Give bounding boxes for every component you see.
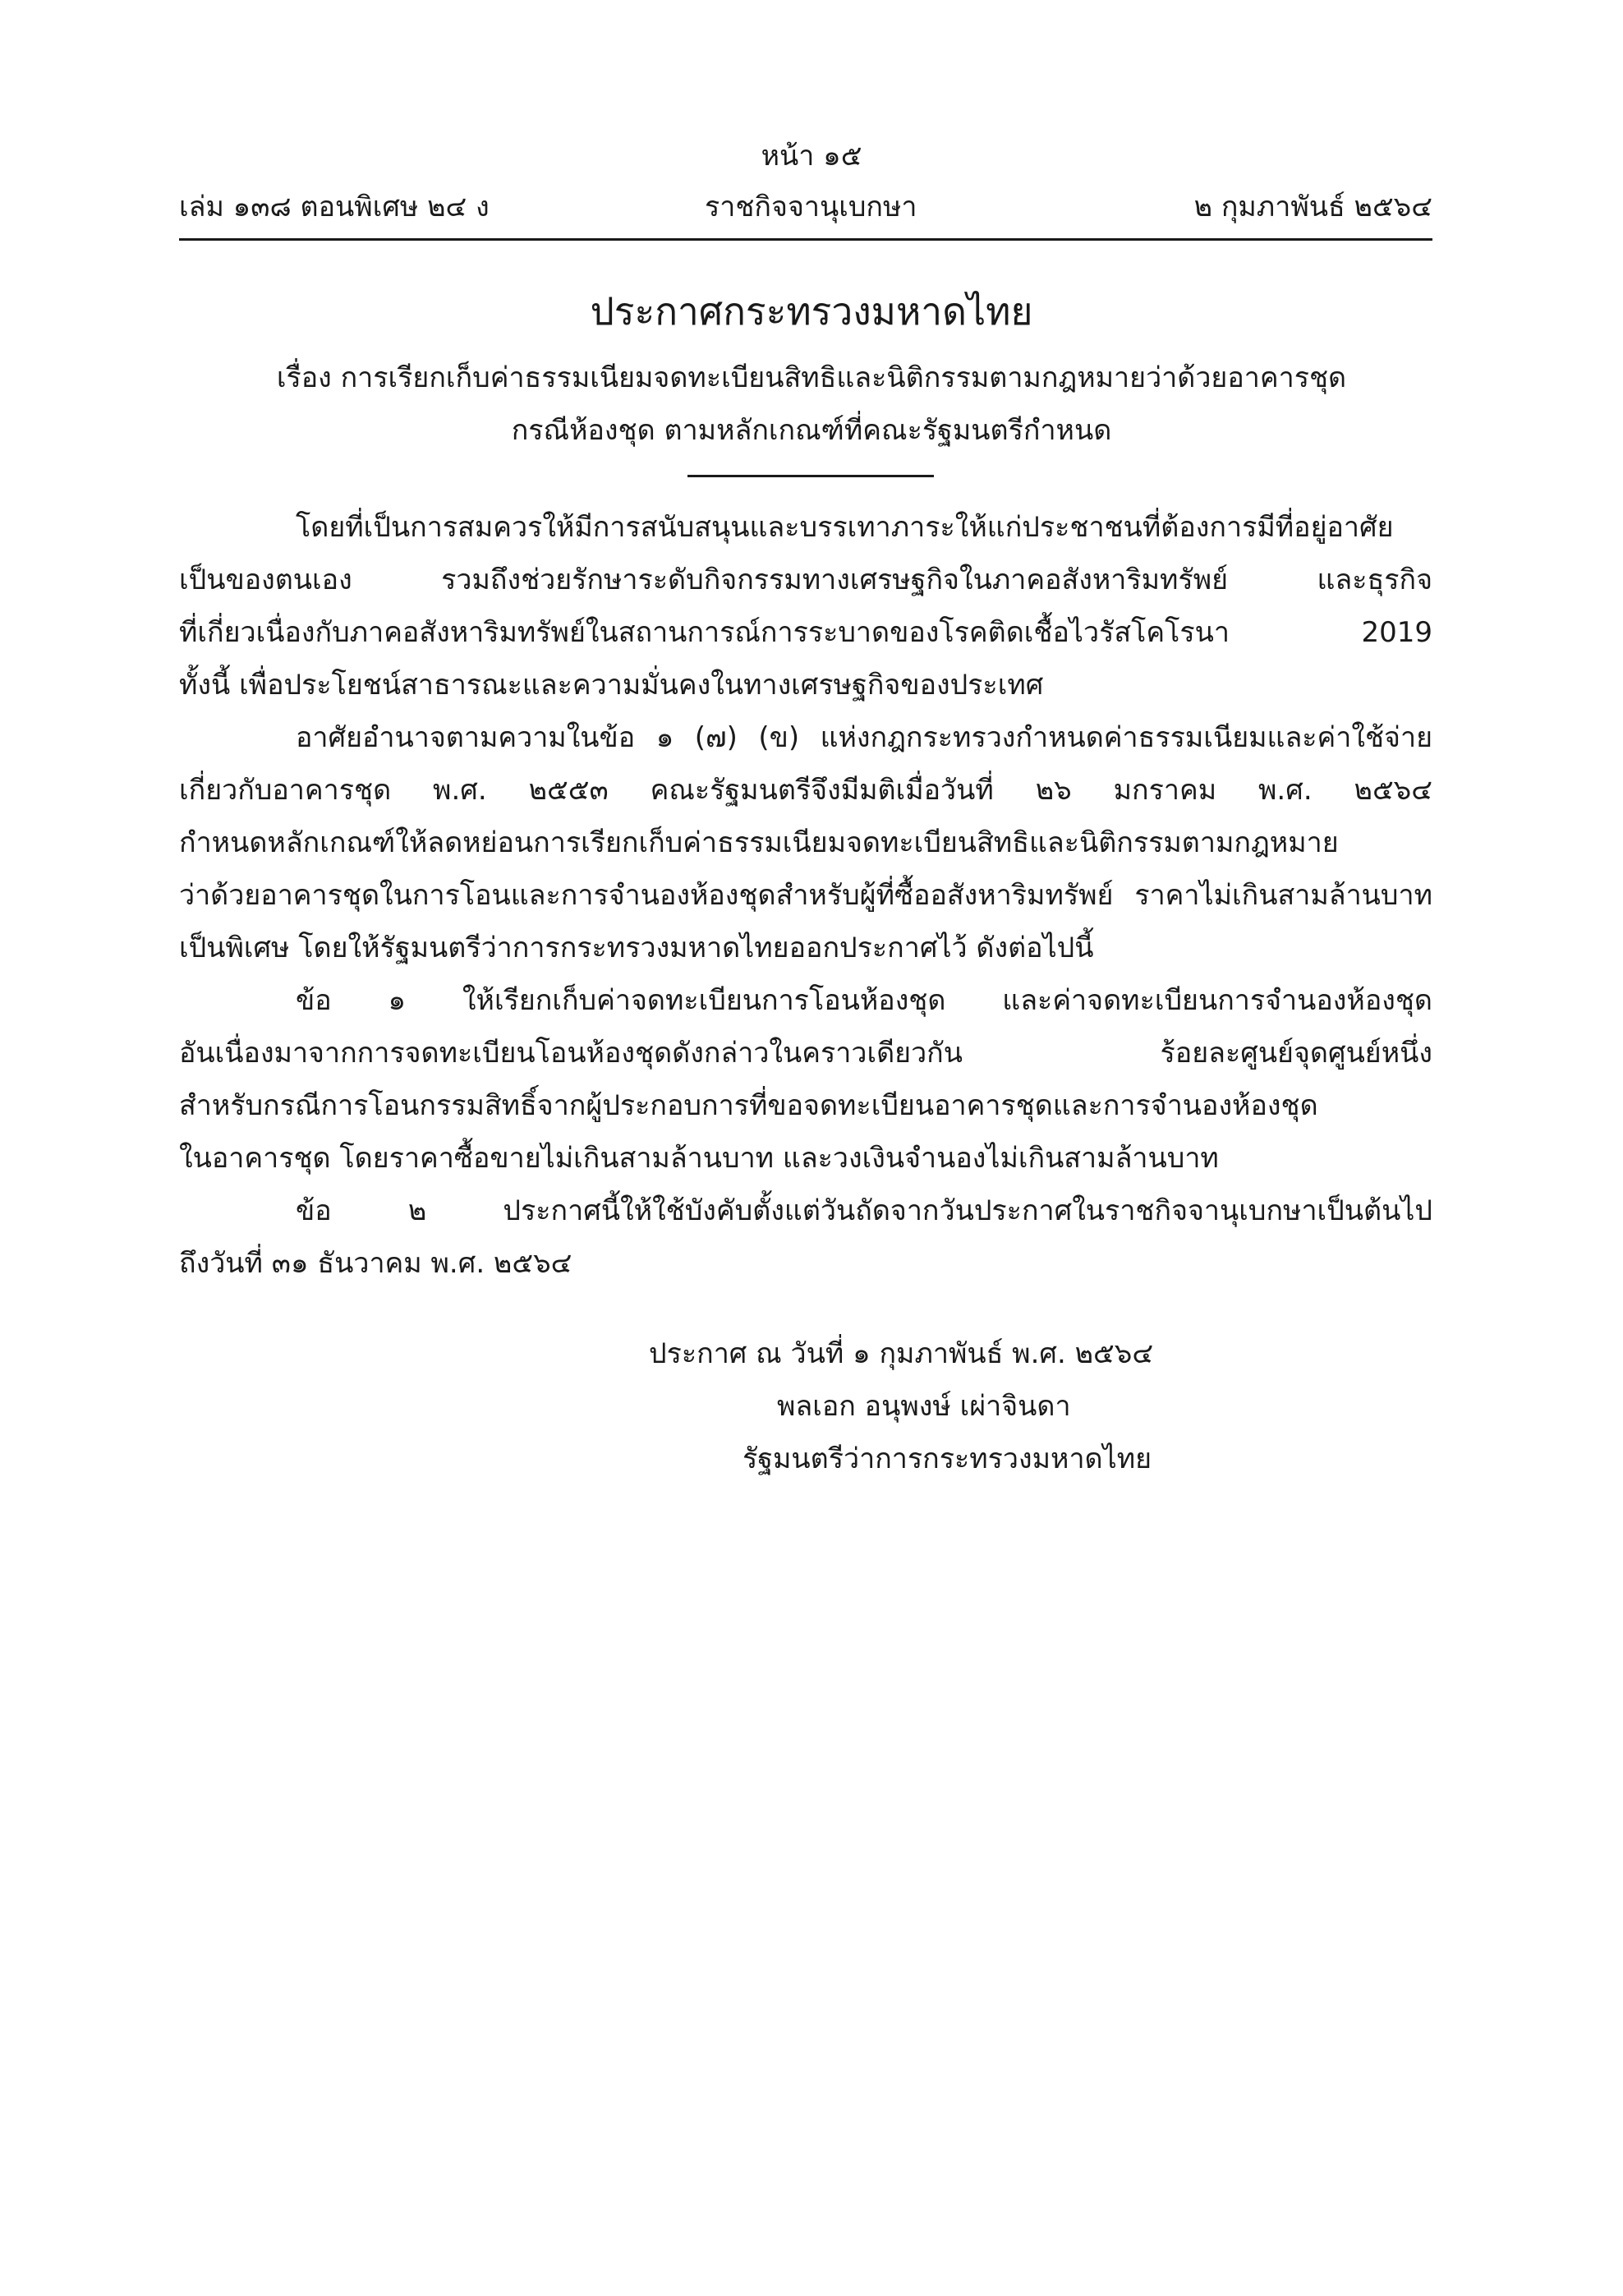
text-line: เป็นของตนเอง รวมถึงช่วยรักษาระดับกิจกรรมทางเศรษฐกิจในภาคอสังหาริมทรัพย์ และธุรกิจ: [179, 564, 1432, 596]
text-line: ทั้งนี้ เพื่อประโยชน์สาธารณะและความมั่นคงในทางเศรษฐกิจของประเทศ: [179, 669, 1044, 702]
subject-line-2: กรณีห้องชุด ตามหลักเกณฑ์ที่คณะรัฐมนตรีกำหนด: [511, 414, 1112, 447]
text-line: ข้อ ๒ ประกาศนี้ให้ใช้บังคับตั้งแต่วันถัดจากวันประกาศในราชกิจจานุเบกษาเป็นต้นไป: [296, 1194, 1432, 1227]
paragraph-clause-1: [179, 974, 1432, 1185]
text-line: ถึงวันที่ ๓๑ ธันวาคม พ.ศ. ๒๕๖๔: [179, 1247, 572, 1280]
title-divider: [687, 475, 934, 477]
text-line: กำหนดหลักเกณฑ์ให้ลดหย่อนการเรียกเก็บค่าธรรมเนียมจดทะเบียนสิทธิและนิติกรรมตามกฎหมาย: [179, 826, 1339, 859]
announcement-date: ประกาศ ณ วันที่ ๑ กุมภาพันธ์ พ.ศ. ๒๕๖๔: [649, 1337, 1154, 1370]
signatory-name: พลเอก อนุพงษ์ เผ่าจินดา: [777, 1390, 1071, 1423]
subject-line-1: เรื่อง การเรียกเก็บค่าธรรมเนียมจดทะเบียนสิทธิและนิติกรรมตามกฎหมายว่าด้วยอาคารชุด: [276, 361, 1347, 394]
paragraph-preamble: [179, 501, 1432, 711]
paragraph-authority: [179, 711, 1432, 974]
text-line: อันเนื่องมาจากการจดทะเบียนโอนห้องชุดดังกล่าวในคราวเดียวกัน ร้อยละศูนย์จุดศูนย์หนึ่ง: [179, 1037, 1432, 1070]
signatory-position: รัฐมนตรีว่าการกระทรวงมหาดไทย: [743, 1442, 1152, 1475]
document-subject: [0, 352, 1623, 457]
text-line: โดยที่เป็นการสมควรให้มีการสนับสนุนและบรรเทาภาระให้แก่ประชาชนที่ต้องการมีที่อยู่อาศัย: [296, 511, 1394, 544]
gazette-header: [179, 187, 1432, 227]
text-line: ที่เกี่ยวเนื่องกับภาคอสังหาริมทรัพย์ในสถานการณ์การระบาดของโรคติดเชื้อไวรัสโคโรนา 2019: [179, 616, 1432, 649]
document-title: ประกาศกระทรวงมหาดไทย: [590, 289, 1033, 334]
header-divider: [179, 238, 1432, 241]
gazette-name: ราชกิจจานุเบกษา: [705, 191, 917, 223]
volume-info: เล่ม ๑๓๘ ตอนพิเศษ ๒๔ ง: [179, 191, 490, 223]
page-number: หน้า ๑๕: [761, 140, 862, 173]
document-body: [179, 501, 1432, 1290]
paragraph-clause-2: [179, 1185, 1432, 1290]
text-line: ว่าด้วยอาคารชุดในการโอนและการจำนองห้องชุดสำหรับผู้ที่ซื้ออสังหาริมทรัพย์ ราคาไม่เกินสามล้านบาท: [179, 879, 1432, 912]
publication-date: ๒ กุมภาพันธ์ ๒๕๖๔: [1193, 191, 1432, 223]
text-line: เกี่ยวกับอาคารชุด พ.ศ. ๒๕๕๓ คณะรัฐมนตรีจึงมีมติเมื่อวันที่ ๒๖ มกราคม พ.ศ. ๒๕๖๔: [179, 774, 1432, 807]
text-line: ในอาคารชุด โดยราคาซื้อขายไม่เกินสามล้านบาท และวงเงินจำนองไม่เกินสามล้านบาท: [179, 1142, 1219, 1175]
text-line: สำหรับกรณีการโอนกรรมสิทธิ์จากผู้ประกอบการที่ขอจดทะเบียนอาคารชุดและการจำนองห้องชุด: [179, 1089, 1318, 1122]
text-line: ข้อ ๑ ให้เรียกเก็บค่าจดทะเบียนการโอนห้องชุด และค่าจดทะเบียนการจำนองห้องชุด: [296, 984, 1432, 1017]
signature-block: [0, 1327, 1623, 1485]
text-line: เป็นพิเศษ โดยให้รัฐมนตรีว่าการกระทรวงมหาดไทยออกประกาศไว้ ดังต่อไปนี้: [179, 932, 1094, 964]
text-line: อาศัยอำนาจตามความในข้อ ๑ (๗) (ข) แห่งกฎกระทรวงกำหนดค่าธรรมเนียมและค่าใช้จ่าย: [296, 721, 1432, 754]
